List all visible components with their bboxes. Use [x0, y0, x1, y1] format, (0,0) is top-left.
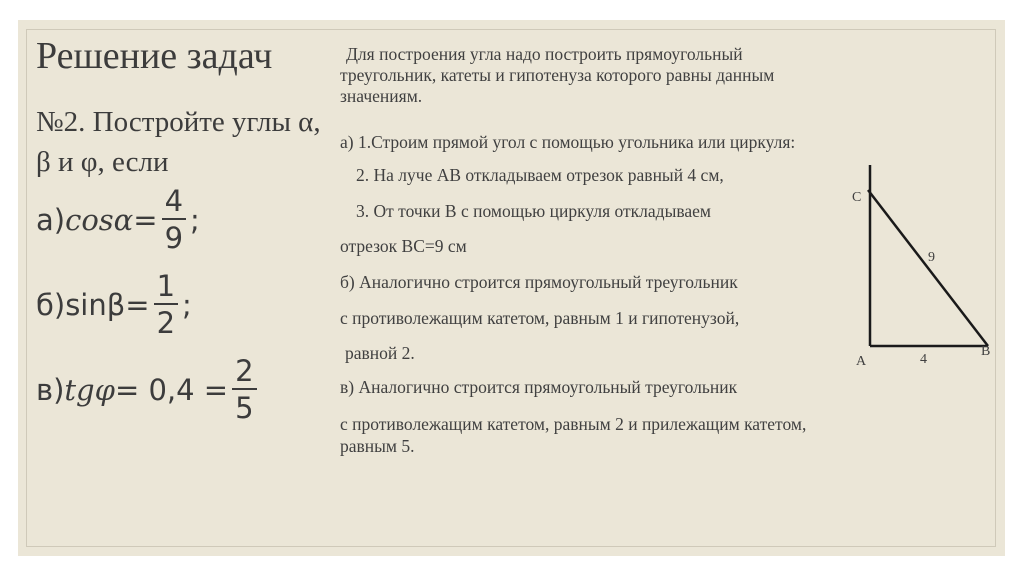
condition-c-eq: = 0,4 = [114, 373, 229, 407]
condition-a-eq: = [133, 203, 158, 237]
slide [18, 20, 1005, 556]
condition-c-func: tgφ [64, 373, 115, 407]
fraction-a-denominator: 9 [164, 221, 184, 255]
triangle-figure [848, 160, 1008, 400]
condition-a-suffix: ; [190, 203, 200, 237]
step-c-line-2: с противолежащим катетом, равным 2 и прилежащим катетом, [340, 414, 807, 434]
task-heading: №2. Постройте углы α, β и φ, если [36, 106, 321, 178]
fraction-b-denominator: 2 [156, 306, 176, 340]
condition-a [36, 180, 200, 260]
leg-length-label: 4 [920, 352, 927, 367]
hypotenuse-bc [868, 190, 988, 346]
vertex-c-label: C [852, 190, 862, 205]
fraction-c [232, 354, 256, 426]
condition-b-prefix: б) [36, 288, 66, 322]
vertex-b-label: B [981, 344, 991, 359]
intro-line-1: Для построения угла надо построить прямоугольный [346, 44, 743, 64]
step-a-2: 2. На луче АВ откладываем отрезок равный 4 см, [356, 165, 724, 185]
step-c-line-3: равным 5. [340, 436, 415, 456]
intro-line-2: треугольник, катеты и гипотенуза которого равны данным [340, 65, 775, 85]
slide-title: Решение задач [36, 35, 273, 77]
fraction-b-numerator: 1 [154, 269, 178, 305]
step-b-line-3: равной 2. [345, 343, 415, 363]
fraction-a-numerator: 4 [162, 184, 186, 220]
condition-b [36, 265, 192, 345]
step-a-3-line-1: 3. От точки В с помощью циркуля откладываем [356, 201, 711, 221]
vertex-a-label: A [856, 354, 867, 369]
fraction-a [162, 184, 186, 256]
condition-a-prefix: а) [36, 203, 66, 237]
hypotenuse-length-label: 9 [928, 250, 935, 265]
step-a-3-line-2: отрезок ВС=9 см [340, 236, 467, 256]
step-c-line-1: в) Аналогично строится прямоугольный треугольник [340, 377, 738, 397]
fraction-b [154, 269, 178, 341]
intro-line-3: значениям. [340, 86, 423, 106]
step-b-line-2: с противолежащим катетом, равным 1 и гипотенузой, [340, 308, 740, 328]
condition-a-func: cosα [65, 203, 134, 237]
fraction-c-denominator: 5 [235, 391, 254, 425]
condition-b-eq: = [125, 288, 150, 322]
condition-c [36, 350, 261, 430]
step-a-1: а) 1.Строим прямой угол с помощью угольника или циркуля: [340, 132, 796, 152]
condition-b-suffix: ; [182, 288, 192, 322]
condition-b-func: sinβ [65, 288, 126, 322]
step-b-line-1: б) Аналогично строится прямоугольный треугольник [340, 272, 738, 292]
condition-c-prefix: в) [36, 373, 65, 407]
fraction-c-numerator: 2 [232, 354, 256, 390]
